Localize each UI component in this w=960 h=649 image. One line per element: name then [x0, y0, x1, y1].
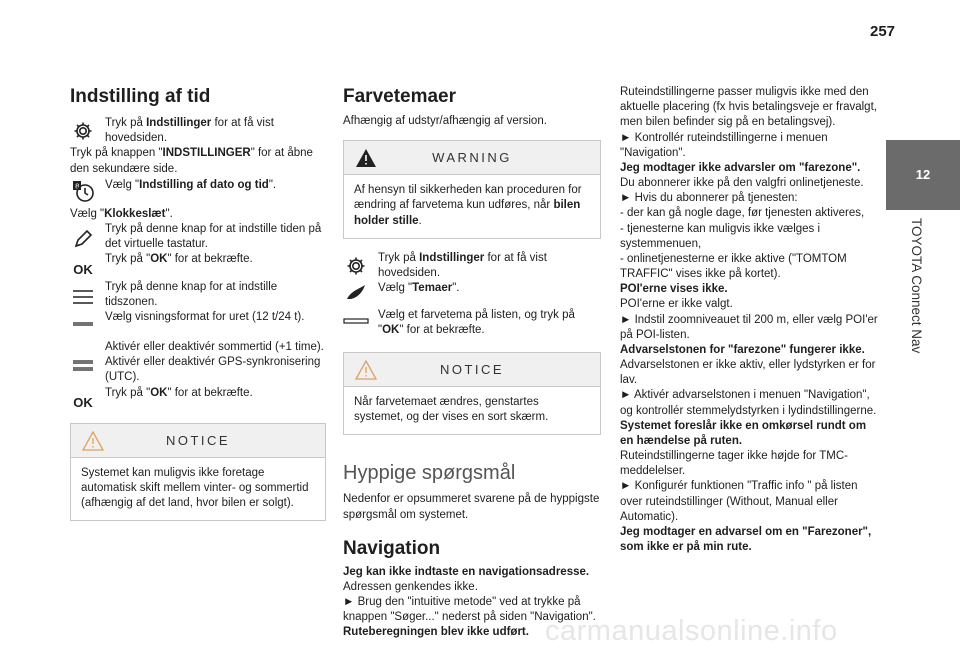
step-theme-list — [343, 308, 601, 338]
faq-answer: Ruteindstillingerne passer muligvis ikke med den aktuelle placering (fx hvis betalingsveje er fravalgt, men bilen befinder sig på en betalingsvej). — [620, 86, 877, 129]
themes-intro: Afhængig af udstyr/afhængig af version. — [343, 115, 547, 128]
step-text: ". — [268, 178, 277, 191]
warning-header — [344, 141, 600, 175]
step-text: Tryk på — [105, 117, 147, 130]
clock-icon — [70, 178, 96, 204]
faq-question — [620, 525, 878, 555]
faq-answer: ► Konfigurér funktionen "Traffic info " på listen over ruteindstillinger (Without, Manual eller Automatic). — [620, 480, 858, 523]
step-text: Vælg " — [378, 282, 413, 295]
faq-answer: - tjenesterne kan muligvis ikke vælges i systemmenuen, — [620, 222, 821, 250]
step-text: for at få vist hovedsiden. — [378, 251, 547, 279]
warning-title: WARNING — [432, 150, 512, 166]
faq-answer: ► Aktivér advarselstonen i menuen "Navigation", og kontrollér stemmelydstyrken i lydindstillingerne. — [620, 389, 877, 417]
step-text: Tryk på denne knap for at indstille tidszonen. — [105, 280, 278, 308]
column-time-settings — [70, 84, 326, 521]
step-text: Vælg visningsformat for uret (12 t/24 t). — [105, 310, 305, 323]
faq-answer: Adressen genkendes ikke. — [343, 580, 478, 593]
step-bold: OK — [150, 253, 168, 266]
step-text: " for at åbne den sekundære side. — [70, 147, 313, 175]
faq-question — [620, 282, 878, 297]
column-color-themes — [343, 84, 601, 641]
notice-text: Systemet kan muligvis ikke foretage automatisk skift mellem vinter- og sommertid (afhængig af det land, hvor bilen er solgt). — [81, 466, 309, 510]
theme-icon — [343, 279, 369, 305]
step-text: Tryk på " — [105, 253, 151, 266]
pencil-icon — [70, 226, 96, 252]
section-title-navigation: Navigation — [343, 537, 441, 559]
notice-title: NOTICE — [165, 432, 231, 448]
chapter-number: 12 — [915, 167, 931, 183]
notice-text: Når farvetemaet ændres, genstartes systemet, og der vises en sort skærm. — [354, 395, 549, 423]
slider-icon — [343, 308, 369, 334]
question-text: Jeg modtager ikke advarsler om "farezone". — [620, 161, 861, 174]
faq-question — [620, 161, 878, 176]
step-keyboard — [70, 222, 326, 252]
slider-icon — [70, 355, 96, 381]
question-text: Jeg kan ikke indtaste en navigationsadresse. — [343, 565, 590, 578]
menu-lines-icon — [70, 284, 96, 310]
faq-answer: Ruteindstillingerne tager ikke højde for TMC-meddelelser. — [620, 450, 848, 478]
step-text: Vælg et farvetema på listen, og tryk på " — [378, 309, 575, 337]
warning-triangle-icon — [354, 147, 378, 173]
step-bold: OK — [382, 324, 400, 337]
step-bold: INDSTILLINGER — [162, 147, 251, 160]
warning-text-part: Af hensyn til sikkerheden kan proceduren for ændring af farvetema kun udføres, når — [354, 184, 582, 212]
question-text: POI'erne vises ikke. — [620, 283, 728, 296]
warning-text — [344, 175, 600, 238]
slider-icon — [70, 310, 96, 336]
faq-answer: Advarselstonen er ikke aktiv, eller lydstyrken er for lav. — [620, 359, 876, 387]
chapter-title: TOYOTA Connect Nav — [909, 218, 924, 354]
step-format — [70, 310, 326, 325]
faq-answer: Du abonnerer ikke på den valgfri onlinetjeneste. — [620, 177, 864, 190]
faq-answer: ► Brug den "intuitive metode" ved at trykke på knappen "Søger..." nederst på siden "Navigation". — [343, 596, 596, 624]
step-bold: Indstillinger — [146, 117, 212, 130]
faq-question — [343, 565, 601, 580]
question-text: Ruteberegningen blev ikke udført. — [343, 626, 529, 639]
step-bold: Klokkeslæt — [104, 207, 166, 220]
step-text: " for at bekræfte. — [167, 253, 253, 266]
step-clock — [70, 207, 326, 222]
notice-box-themes — [343, 352, 601, 435]
question-text: Advarselstonen for "farezone" fungerer ikke. — [620, 343, 865, 356]
notice-triangle-icon — [354, 359, 378, 385]
ok-icon: OK — [73, 395, 93, 411]
column-faq-continued — [620, 85, 878, 555]
step-bold: Indstilling af dato og tid — [139, 178, 269, 191]
step-bold: Temaer — [412, 282, 453, 295]
step-text: Tryk på " — [105, 386, 151, 399]
notice-header — [71, 424, 325, 458]
faq-answer: - der kan gå nogle dage, før tjenesten aktiveres, — [620, 207, 865, 220]
warning-text-bold: bilen holder stille — [354, 199, 581, 227]
step-text: for at få vist hovedsiden. — [105, 117, 274, 145]
faq-answer: POI'erne er ikke valgt. — [620, 298, 733, 311]
faq-answer: ► Indstil zoomniveauet til 200 m, eller vælg POI'er på POI-listen. — [620, 313, 878, 341]
svg-text:8: 8 — [75, 182, 80, 191]
step-text: Vælg " — [70, 207, 105, 220]
section-title-faq: Hyppige spørgsmål — [343, 461, 516, 484]
chapter-tab — [886, 140, 960, 210]
step-text: Aktivér eller deaktivér sommertid (+1 time). — [105, 341, 324, 354]
warning-text-part: . — [418, 214, 422, 227]
gear-icon — [343, 253, 369, 279]
step-text: " for at bekræfte. — [167, 386, 253, 399]
chapter-side-label — [895, 218, 935, 418]
notice-box — [70, 423, 326, 522]
faq-answer: - onlinetjenesterne er ikke aktive ("TOMTOM TRAFFIC" vises ikke på kortet). — [620, 252, 847, 281]
ok-icon: OK — [73, 261, 93, 277]
faq-answer: ► Hvis du abonnerer på tjenesten: — [620, 192, 798, 205]
step-text: Vælg " — [105, 178, 140, 191]
faq-intro: Nedenfor er opsummeret svarene på de hyppigste spørgsmål om systemet. — [343, 493, 600, 521]
notice-title: NOTICE — [439, 361, 505, 377]
gear-icon — [70, 118, 96, 144]
question-text: Jeg modtager en advarsel om en "Farezoner", som ikke er på min rute. — [620, 525, 872, 554]
watermark: carmanualsonline.info — [545, 615, 838, 647]
section-title-themes: Farvetemaer — [343, 86, 457, 107]
step-text: Tryk på — [378, 251, 420, 264]
faq-question — [620, 343, 878, 358]
step-text: ". — [165, 207, 173, 220]
section-title-time: Indstilling af tid — [70, 86, 211, 107]
step-text: ". — [452, 282, 460, 295]
step-settings — [70, 116, 326, 146]
warning-box — [343, 140, 601, 239]
faq-answer: ► Kontrollér ruteindstillingerne i menuen "Navigation". — [620, 131, 828, 159]
step-settings-button — [70, 146, 326, 176]
step-text: Tryk på knappen " — [70, 147, 163, 160]
step-theme-settings — [343, 251, 601, 281]
notice-triangle-icon — [81, 430, 105, 456]
step-confirm-ok-2 — [70, 386, 326, 411]
step-text: " for at bekræfte. — [399, 324, 485, 337]
page-number: 257 — [870, 23, 896, 40]
step-daylight — [70, 340, 326, 355]
step-text: Aktivér eller deaktivér GPS-synkronisering (UTC). — [105, 356, 321, 384]
step-gps — [70, 355, 326, 385]
step-bold: Indstillinger — [419, 251, 485, 264]
step-bold: OK — [150, 386, 168, 399]
step-text: Tryk på denne knap for at indstille tiden på det virtuelle tastatur. — [105, 223, 322, 251]
step-theme-select — [343, 281, 601, 296]
faq-question — [620, 419, 878, 449]
step-timezone — [70, 280, 326, 310]
step-confirm-ok — [70, 252, 326, 277]
step-date-time — [70, 178, 326, 193]
question-text: Systemet foreslår ikke en omkørsel rundt om en hændelse på ruten. — [620, 419, 867, 447]
notice-header — [344, 353, 600, 387]
